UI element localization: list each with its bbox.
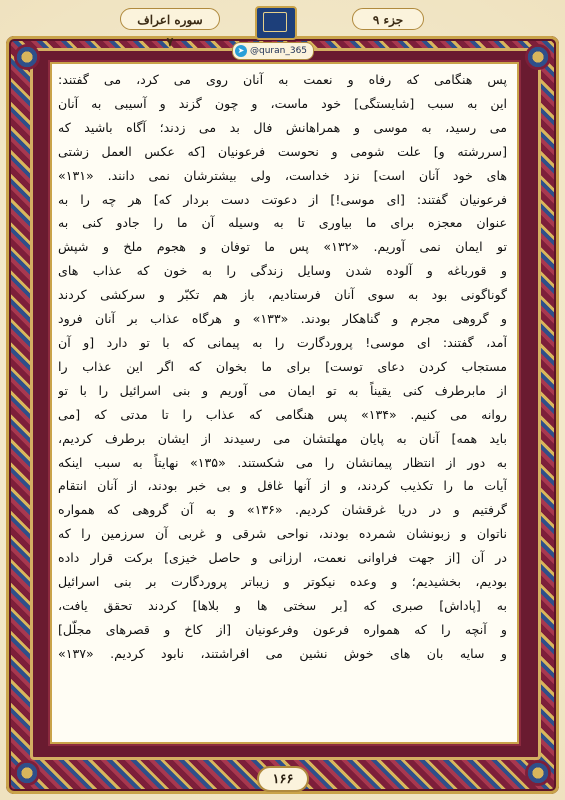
channel-handle: @quran_365 bbox=[250, 46, 308, 56]
text-line: از مابرطرف کنی یقیناً به تو ایمان می آوریم و بنی اسرائیل را با تو bbox=[58, 382, 507, 398]
telegram-icon: ➤ bbox=[235, 45, 247, 57]
text-line: و قورباغه و آلوده شدن وسایل زندگی را به خون که عذاب های bbox=[58, 263, 507, 279]
text-line: بودیم، بخشیدیم؛ و وعده نیکوتر و زیباتر پروردگارت بر بنی اسرائیل bbox=[58, 574, 507, 590]
sura-label: سوره اعراف ۷ bbox=[120, 8, 220, 30]
text-line: و آنچه را که همواره فرعون وفرعونیان [از کاخ و قصرهای مجلّل] bbox=[58, 621, 507, 637]
juz-label: جزء ۹ bbox=[352, 8, 424, 30]
text-line: ناتوان و زبونشان شمرده بودند، نواحی شرقی و غربی آن سرزمین را که bbox=[58, 526, 507, 542]
text-line: به دور از انتظار پیمانشان را می شکستند. «۱۳۵» نهایتاً به سبب اینکه bbox=[58, 454, 507, 470]
page-header bbox=[0, 0, 565, 49]
translation-text bbox=[58, 68, 507, 666]
text-line: روانه می کنیم. «۱۳۴» پس هنگامی که عذاب را تا مدتی که [می bbox=[58, 406, 507, 422]
text-line: عنوان معجزه برای ما بیاوری تا به وسیله آن ما را جادو کنی به bbox=[58, 215, 507, 231]
text-line: به [پاداش] صبری که [بر سختی ها و بلاها] کردند تحقق یافت، bbox=[58, 597, 507, 613]
text-line: گوناگونی بود به سوی آنان فرستادیم، باز هم تکبّر و سرکشی کردند bbox=[58, 287, 507, 303]
text-line: پس هنگامی که رفاه و نعمت به آنان روی می کرد، می گفتند: bbox=[58, 72, 507, 87]
text-line: مستجاب کردن دعای توست] برای ما بخوان که اگر این عذاب را bbox=[58, 358, 507, 374]
text-line: و سایه بان های خوش نشین می افراشتند، نابود کردیم. «۱۳۷» bbox=[58, 645, 507, 661]
text-line: آیات ما را تکذیب کردند، و از آنها غافل و بی خبر بودند، از آنان انتقام bbox=[58, 478, 507, 494]
corner-ornament-icon bbox=[14, 44, 40, 70]
text-line: گرفتیم و در دریا غرقشان کردیم. «۱۳۶» و به آن گروهی که همواره bbox=[58, 502, 507, 518]
corner-ornament-icon bbox=[525, 760, 551, 786]
text-line: می رسید، به موسی و همراهانش فال بد می زدند؛ آگاه باشید که bbox=[58, 119, 507, 135]
text-line: و گروهی مجرم و گناهکار بودند. «۱۳۳» و هرگاه عذاب بر آنان فرود bbox=[58, 311, 507, 327]
text-line: آمد، گفتند: ای موسی! پروردگارت را به پیمانی که با تو دارد [و آن bbox=[58, 334, 507, 350]
quran-emblem-icon bbox=[255, 6, 297, 40]
corner-ornament-icon bbox=[14, 760, 40, 786]
channel-badge[interactable] bbox=[232, 42, 314, 60]
text-line: باید همه] آنان به پایان مهلتشان می رسیدند از ایشان برطرف کردیم، bbox=[58, 430, 507, 446]
text-line: تو ایمان نمی آوریم. «۱۳۲» پس ما توفان و هجوم ملخ و شپش bbox=[58, 239, 507, 255]
text-line: این به سبب [شایستگی] خود ماست، و چون گزند و آسیبی به آنان bbox=[58, 95, 507, 111]
page-number: ۱۶۶ bbox=[257, 766, 309, 792]
corner-ornament-icon bbox=[525, 44, 551, 70]
text-line: فرعونیان گفتند: [ای موسی!] از دعوتت دست بردار که] هر چه را به bbox=[58, 191, 507, 207]
text-line: [سررشته و] علت شومی و نحوست فرعونیان [که عکس العمل زشتی bbox=[58, 143, 507, 159]
text-line: در آن [از جهت فراوانی نعمت، ارزانی و حاصل خیزی] برکت قرار داده bbox=[58, 550, 507, 566]
text-line: های خود آنان است] نزد خداست، ولی بیشترشان نمی دانند. «۱۳۱» bbox=[58, 167, 507, 183]
